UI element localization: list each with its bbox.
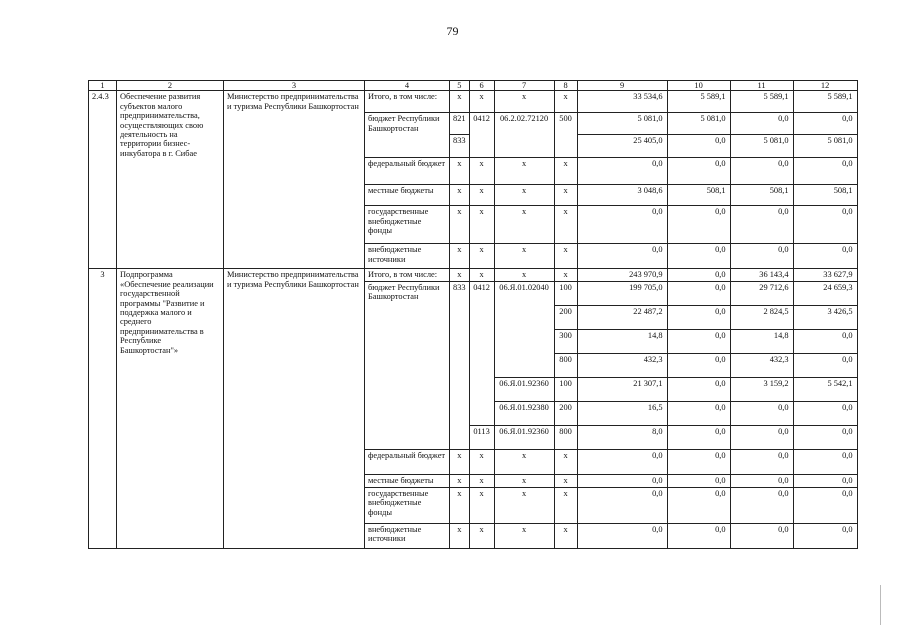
value-cell: 3 048,6 [577, 185, 667, 206]
cell: x [469, 449, 494, 474]
value-cell: 5 081,0 [577, 113, 667, 135]
value-cell: 243 970,9 [577, 269, 667, 281]
value-cell: 199 705,0 [577, 281, 667, 305]
cell: 500 [554, 113, 577, 135]
value-cell: 8,0 [577, 425, 667, 449]
value-cell: 3 159,2 [730, 377, 793, 401]
item-ministry: Министерство предпринимательства и туризма Республики Башкортостан [224, 91, 365, 269]
value-cell: 0,0 [730, 113, 793, 135]
value-cell: 36 143,4 [730, 269, 793, 281]
cell: x [469, 474, 494, 487]
cell: x [450, 244, 470, 269]
table-row [89, 91, 858, 113]
value-cell: 0,0 [577, 449, 667, 474]
item-name: Обеспечение развития субъектов малого предпринимательства, осуществляющих свою деятельность на территории бизнес-инкубатора в г. Сибае [117, 91, 224, 269]
program-funding-table [88, 80, 858, 549]
cell: 821 [450, 113, 470, 135]
value-cell: 0,0 [667, 425, 730, 449]
value-cell: 0,0 [667, 474, 730, 487]
value-cell: 0,0 [793, 401, 857, 425]
cell: x [469, 91, 494, 113]
header-cell: 2 [117, 81, 224, 91]
cell: x [494, 91, 554, 113]
program-table-container [88, 80, 858, 549]
header-cell: 7 [494, 81, 554, 91]
header-cell: 1 [89, 81, 117, 91]
header-cell: 4 [365, 81, 450, 91]
cell: x [494, 158, 554, 185]
cell: x [554, 487, 577, 523]
source-label: внебюджетные источники [365, 523, 450, 548]
cell: x [450, 523, 470, 548]
value-cell: 5 081,0 [730, 135, 793, 158]
value-cell: 508,1 [730, 185, 793, 206]
value-cell: 14,8 [577, 329, 667, 353]
value-cell: 0,0 [667, 449, 730, 474]
cell: x [554, 158, 577, 185]
cell: x [554, 206, 577, 244]
table-row [89, 269, 858, 281]
source-label: местные бюджеты [365, 185, 450, 206]
value-cell: 0,0 [667, 401, 730, 425]
value-cell: 33 534,6 [577, 91, 667, 113]
cell: x [494, 474, 554, 487]
header-cell: 3 [224, 81, 365, 91]
header-cell: 8 [554, 81, 577, 91]
cell: x [450, 474, 470, 487]
cell: x [494, 244, 554, 269]
cell: x [554, 244, 577, 269]
value-cell: 25 405,0 [577, 135, 667, 158]
cell: x [450, 269, 470, 281]
cell: x [494, 523, 554, 548]
cell: 833 [450, 281, 470, 449]
cell: x [450, 206, 470, 244]
cell: x [450, 91, 470, 113]
cell: x [494, 206, 554, 244]
header-cell: 10 [667, 81, 730, 91]
source-label: Итого, в том числе: [365, 91, 450, 113]
cell: x [494, 269, 554, 281]
value-cell: 5 081,0 [667, 113, 730, 135]
value-cell: 0,0 [577, 206, 667, 244]
cell: x [450, 158, 470, 185]
value-cell: 5 081,0 [793, 135, 857, 158]
value-cell: 0,0 [793, 206, 857, 244]
cell: 100 [554, 377, 577, 401]
value-cell: 508,1 [667, 185, 730, 206]
cell: 100 [554, 281, 577, 305]
value-cell: 0,0 [667, 523, 730, 548]
source-label: бюджет Республики Башкортостан [365, 113, 450, 158]
source-label: государственные внебюджетные фонды [365, 487, 450, 523]
source-label: бюджет Республики Башкортостан [365, 281, 450, 449]
cell: x [469, 269, 494, 281]
cell: 800 [554, 353, 577, 377]
cell: x [554, 474, 577, 487]
value-cell: 0,0 [793, 329, 857, 353]
cell: x [450, 185, 470, 206]
value-cell: 0,0 [793, 523, 857, 548]
value-cell: 0,0 [730, 449, 793, 474]
source-label: внебюджетные источники [365, 244, 450, 269]
cell: x [469, 244, 494, 269]
item-name: Подпрограмма «Обеспечение реализации государственной программы "Развитие и поддержка малого и среднего предпринимательства в Республике Башкортостан"» [117, 269, 224, 548]
source-label: федеральный бюджет [365, 158, 450, 185]
value-cell: 0,0 [667, 244, 730, 269]
value-cell: 0,0 [577, 244, 667, 269]
cell: x [469, 523, 494, 548]
value-cell: 0,0 [667, 353, 730, 377]
item-ministry: Министерство предпринимательства и туризма Республики Башкортостан [224, 269, 365, 548]
cell: x [494, 185, 554, 206]
item-number: 3 [89, 269, 117, 548]
value-cell: 0,0 [793, 353, 857, 377]
cell: 0412 [469, 113, 494, 135]
value-cell: 0,0 [730, 244, 793, 269]
cell: 800 [554, 425, 577, 449]
scan-edge-line [880, 585, 881, 625]
cell: x [554, 185, 577, 206]
value-cell: 0,0 [577, 474, 667, 487]
cell: x [469, 487, 494, 523]
value-cell: 2 824,5 [730, 305, 793, 329]
cell [469, 135, 494, 158]
value-cell: 14,8 [730, 329, 793, 353]
source-label: государственные внебюджетные фонды [365, 206, 450, 244]
cell: 200 [554, 305, 577, 329]
value-cell: 508,1 [793, 185, 857, 206]
header-row [89, 81, 858, 91]
value-cell: 0,0 [667, 269, 730, 281]
value-cell: 0,0 [667, 206, 730, 244]
value-cell: 0,0 [577, 523, 667, 548]
value-cell: 5 589,1 [793, 91, 857, 113]
value-cell: 0,0 [667, 281, 730, 305]
value-cell: 0,0 [730, 158, 793, 185]
value-cell: 22 487,2 [577, 305, 667, 329]
cell: x [450, 449, 470, 474]
cell: 300 [554, 329, 577, 353]
value-cell: 0,0 [667, 135, 730, 158]
value-cell: 0,0 [730, 523, 793, 548]
value-cell: 0,0 [730, 487, 793, 523]
value-cell: 3 426,5 [793, 305, 857, 329]
value-cell: 0,0 [730, 474, 793, 487]
value-cell: 0,0 [577, 487, 667, 523]
value-cell: 0,0 [793, 449, 857, 474]
value-cell: 5 589,1 [730, 91, 793, 113]
value-cell: 432,3 [577, 353, 667, 377]
cell: 833 [450, 135, 470, 158]
value-cell: 0,0 [793, 425, 857, 449]
source-label: местные бюджеты [365, 474, 450, 487]
source-label: Итого, в том числе: [365, 269, 450, 281]
cell: 0412 [469, 281, 494, 425]
value-cell: 0,0 [667, 305, 730, 329]
value-cell: 16,5 [577, 401, 667, 425]
item-number: 2.4.3 [89, 91, 117, 269]
value-cell: 432,3 [730, 353, 793, 377]
value-cell: 21 307,1 [577, 377, 667, 401]
value-cell: 0,0 [793, 113, 857, 135]
cell: x [469, 206, 494, 244]
cell [554, 135, 577, 158]
value-cell: 0,0 [793, 244, 857, 269]
value-cell: 0,0 [667, 329, 730, 353]
source-label: федеральный бюджет [365, 449, 450, 474]
cell: 06.Я.01.92360 [494, 425, 554, 449]
value-cell: 29 712,6 [730, 281, 793, 305]
cell: x [554, 449, 577, 474]
cell: 06.2.02.72120 [494, 113, 554, 135]
header-cell: 9 [577, 81, 667, 91]
cell: x [450, 487, 470, 523]
cell [494, 135, 554, 158]
header-cell: 6 [469, 81, 494, 91]
value-cell: 0,0 [730, 425, 793, 449]
header-cell: 11 [730, 81, 793, 91]
header-cell: 5 [450, 81, 470, 91]
cell: x [554, 91, 577, 113]
value-cell: 0,0 [667, 487, 730, 523]
value-cell: 0,0 [730, 206, 793, 244]
cell: x [469, 158, 494, 185]
value-cell: 0,0 [667, 377, 730, 401]
header-cell: 12 [793, 81, 857, 91]
value-cell: 0,0 [793, 474, 857, 487]
cell: x [554, 523, 577, 548]
cell: 06.Я.01.92380 [494, 401, 554, 425]
value-cell: 33 627,9 [793, 269, 857, 281]
value-cell: 0,0 [793, 487, 857, 523]
cell: x [494, 449, 554, 474]
value-cell: 0,0 [577, 158, 667, 185]
cell: 0113 [469, 425, 494, 449]
value-cell: 0,0 [667, 158, 730, 185]
value-cell: 0,0 [730, 401, 793, 425]
cell: 200 [554, 401, 577, 425]
cell: 06.Я.01.92360 [494, 377, 554, 401]
cell: 06.Я.01.02040 [494, 281, 554, 377]
value-cell: 24 659,3 [793, 281, 857, 305]
value-cell: 5 589,1 [667, 91, 730, 113]
value-cell: 0,0 [793, 158, 857, 185]
value-cell: 5 542,1 [793, 377, 857, 401]
cell: x [469, 185, 494, 206]
cell: x [494, 487, 554, 523]
cell: x [554, 269, 577, 281]
page-number: 79 [446, 24, 459, 38]
